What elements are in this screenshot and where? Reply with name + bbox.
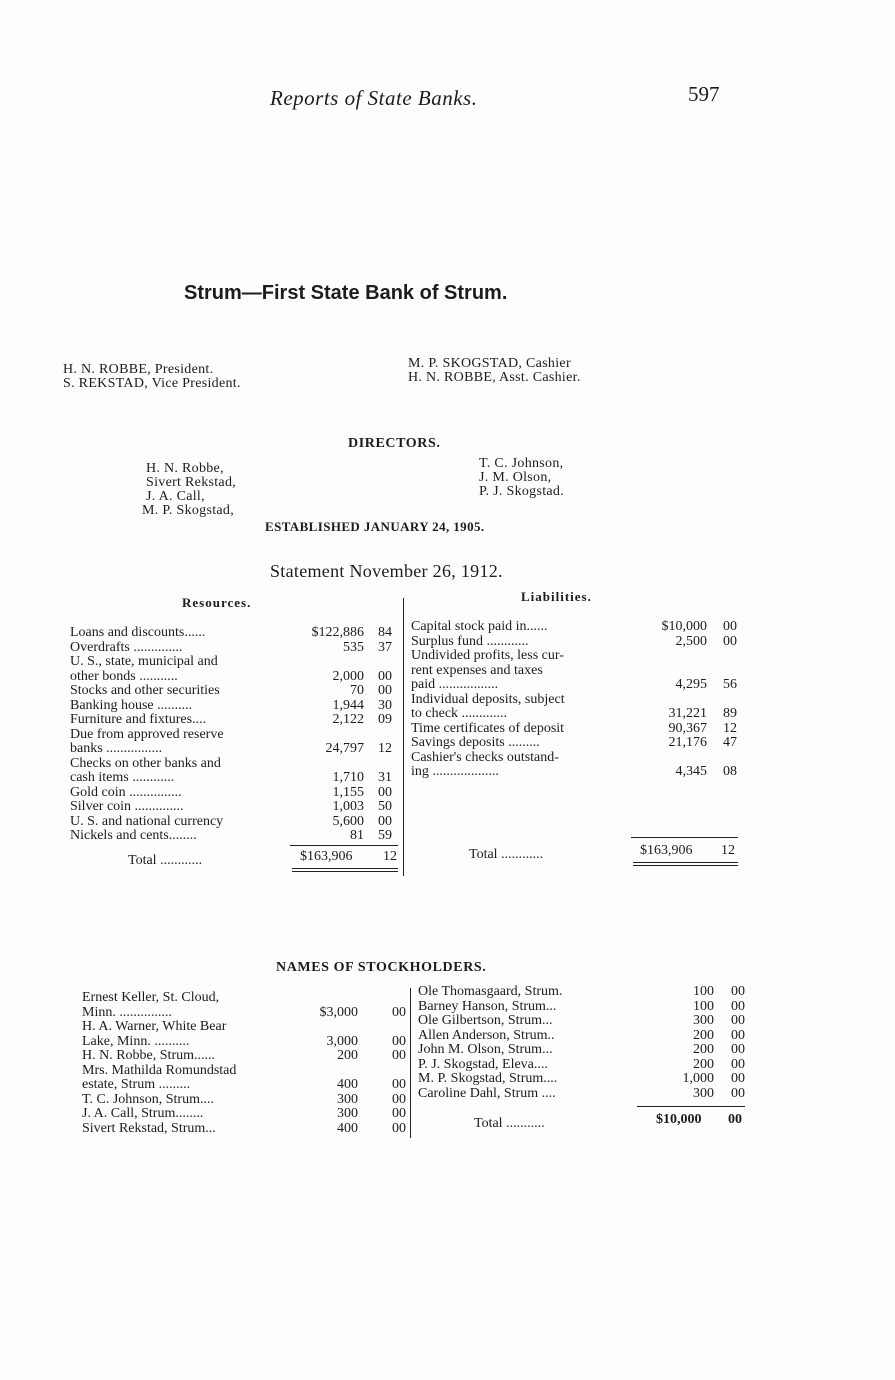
row-dollars: 300	[693, 1085, 714, 1101]
row-label: to check .............	[411, 706, 508, 721]
resources-total-label: Total ............	[128, 853, 203, 868]
row-cents: 56	[723, 677, 737, 692]
row-label: Loans and discounts......	[70, 625, 206, 640]
director-name: M. P. Skogstad,	[142, 503, 235, 518]
row-cents: 30	[378, 697, 392, 713]
row-label: Ole Gilbertson, Strum...	[418, 1013, 553, 1028]
director-name: P. J. Skogstad.	[479, 484, 565, 499]
row-label: Capital stock paid in......	[411, 619, 548, 634]
row-cents: 00	[731, 1027, 745, 1043]
row-label: Time certificates of deposit	[411, 720, 565, 736]
row-cents: 00	[731, 1042, 745, 1057]
row-label: M. P. Skogstad, Strum....	[418, 1071, 558, 1086]
table-row	[82, 1006, 408, 1021]
row-cents: 00	[392, 1048, 406, 1063]
row-dollars: 81	[350, 828, 364, 843]
row-cents: 00	[731, 1071, 745, 1086]
row-label: H. A. Warner, White Bear	[82, 1019, 227, 1034]
table-row	[411, 736, 741, 751]
officer-asst-cashier: H. N. ROBBE, Asst. Cashier.	[408, 370, 581, 385]
page-number: 597	[688, 82, 720, 106]
row-label: Minn. ...............	[82, 1004, 172, 1020]
row-cents: 37	[378, 639, 392, 655]
table-row	[418, 1014, 748, 1029]
row-cents: 59	[378, 828, 392, 843]
liabilities-table	[411, 620, 741, 780]
officers-left	[63, 363, 241, 391]
table-row	[82, 1122, 408, 1137]
row-dollars: 21,176	[668, 735, 707, 750]
row-dollars: 300	[693, 1013, 714, 1028]
row-dollars: 1,000	[682, 1071, 714, 1086]
row-label: U. S., state, municipal and	[70, 654, 218, 669]
row-dollars: 200	[693, 1042, 714, 1057]
table-row	[70, 771, 400, 786]
row-label: J. A. Call, Strum........	[82, 1106, 204, 1121]
row-label: U. S. and national currency	[70, 813, 224, 829]
row-dollars: 300	[337, 1106, 358, 1121]
director-name: Sivert Rekstad,	[146, 475, 237, 490]
row-dollars: 24,797	[325, 741, 364, 756]
row-dollars: 200	[337, 1048, 358, 1063]
row-label: ing ...................	[411, 764, 499, 779]
table-row	[82, 1107, 408, 1122]
table-row	[82, 1078, 408, 1093]
table-row	[411, 707, 741, 722]
row-cents: 08	[723, 764, 737, 779]
row-cents: 00	[378, 813, 392, 829]
row-label: rent expenses and taxes	[411, 662, 543, 678]
table-row	[70, 670, 400, 685]
director-name: H. N. Robbe,	[146, 461, 224, 476]
row-label: Stocks and other securities	[70, 683, 220, 698]
directors-right	[479, 457, 564, 499]
resources-double-rule	[292, 868, 398, 872]
table-row	[418, 1029, 748, 1044]
row-label: Gold coin ...............	[70, 784, 182, 800]
table-row	[411, 664, 741, 679]
liabilities-double-rule	[633, 862, 738, 866]
row-dollars: 1,155	[332, 784, 364, 800]
row-cents: 00	[378, 784, 392, 800]
row-cents: 47	[723, 735, 737, 750]
resources-total-rule	[290, 845, 398, 846]
row-cents: 00	[378, 683, 392, 698]
table-row	[418, 985, 748, 1000]
row-cents: 00	[378, 668, 392, 684]
row-dollars: 100	[693, 984, 714, 999]
row-cents: 00	[392, 1106, 406, 1121]
row-dollars: 3,000	[326, 1033, 358, 1049]
row-cents: 31	[378, 770, 392, 785]
table-row	[411, 751, 741, 766]
row-label: other bonds ...........	[70, 668, 178, 684]
row-label: Allen Anderson, Strum..	[418, 1027, 555, 1043]
officer-vice-president: S. REKSTAD, Vice President.	[63, 376, 241, 391]
row-label: paid .................	[411, 677, 499, 692]
table-row	[70, 815, 400, 830]
row-cents: 00	[723, 633, 737, 649]
column-divider	[403, 598, 404, 876]
row-label: Banking house ..........	[70, 697, 193, 713]
table-row	[70, 655, 400, 670]
row-label: Mrs. Mathilda Romundstad	[82, 1062, 237, 1078]
running-title: Reports of State Banks.	[270, 86, 478, 110]
statement-date: Statement November 26, 1912.	[270, 561, 503, 581]
row-dollars: 1,710	[332, 770, 364, 785]
row-label: Due from approved reserve	[70, 726, 224, 742]
row-label: banks ................	[70, 741, 163, 756]
row-cents: 00	[731, 984, 745, 999]
table-row	[70, 742, 400, 757]
row-label: Checks on other banks and	[70, 755, 221, 771]
table-row	[411, 765, 741, 780]
row-dollars: 100	[693, 998, 714, 1014]
row-dollars: 400	[337, 1120, 358, 1136]
resources-total-cents: 12	[383, 849, 397, 864]
row-cents: 00	[731, 998, 745, 1014]
table-row	[418, 1087, 748, 1102]
row-label: Ole Thomasgaard, Strum.	[418, 984, 563, 999]
row-cents: 00	[731, 1013, 745, 1028]
row-cents: 00	[392, 1120, 406, 1136]
table-row	[411, 649, 741, 664]
row-cents: 00	[392, 1033, 406, 1049]
row-label: Cashier's checks outstand-	[411, 749, 559, 765]
liabilities-heading: Liabilities.	[521, 589, 592, 604]
table-row	[70, 786, 400, 801]
row-label: Individual deposits, subject	[411, 691, 565, 707]
table-row	[70, 699, 400, 714]
table-row	[411, 693, 741, 708]
row-label: Barney Hanson, Strum...	[418, 998, 557, 1014]
table-row	[411, 620, 741, 635]
table-row	[411, 722, 741, 737]
officer-cashier: M. P. SKOGSTAD, Cashier	[408, 356, 571, 371]
row-label: P. J. Skogstad, Eleva....	[418, 1056, 548, 1072]
row-dollars: 2,000	[332, 668, 364, 684]
table-row	[82, 1035, 408, 1050]
row-dollars: 400	[337, 1077, 358, 1092]
row-label: cash items ............	[70, 770, 175, 785]
row-cents: 00	[392, 1004, 406, 1020]
stockholders-total-cents: 00	[728, 1112, 742, 1127]
row-dollars: 4,295	[675, 677, 707, 692]
row-label: Caroline Dahl, Strum ....	[418, 1085, 556, 1101]
row-cents: 50	[378, 799, 392, 814]
table-row	[418, 1072, 748, 1087]
row-cents: 00	[392, 1077, 406, 1092]
row-dollars: 4,345	[675, 764, 707, 779]
row-dollars: 2,500	[675, 633, 707, 649]
table-row	[411, 678, 741, 693]
table-row	[70, 713, 400, 728]
row-label: Savings deposits .........	[411, 735, 540, 750]
row-dollars: 1,944	[332, 697, 364, 713]
row-cents: 00	[731, 1056, 745, 1072]
row-dollars: 5,600	[332, 813, 364, 829]
row-label: John M. Olson, Strum...	[418, 1042, 553, 1057]
row-cents: 09	[378, 712, 392, 727]
resources-total-dollars: $163,906	[300, 849, 353, 864]
row-cents: 89	[723, 706, 737, 721]
row-dollars: 90,367	[668, 720, 707, 736]
officer-president: H. N. ROBBE, President.	[63, 362, 214, 377]
liabilities-total-rule	[631, 837, 738, 838]
row-cents: 84	[378, 625, 392, 640]
row-label: Ernest Keller, St. Cloud,	[82, 990, 220, 1005]
directors-heading: DIRECTORS.	[348, 436, 441, 451]
table-row	[82, 1020, 408, 1035]
resources-heading: Resources.	[182, 595, 252, 610]
row-dollars: 300	[337, 1091, 358, 1107]
resources-table	[70, 626, 400, 844]
table-row	[70, 757, 400, 772]
director-name: J. A. Call,	[146, 489, 205, 504]
row-cents: 00	[392, 1091, 406, 1107]
stockholders-total-dollars: $10,000	[656, 1112, 702, 1127]
row-cents: 12	[723, 720, 737, 736]
table-row	[70, 728, 400, 743]
row-label: Nickels and cents........	[70, 828, 197, 843]
row-label: estate, Strum .........	[82, 1077, 191, 1092]
row-dollars: 70	[350, 683, 364, 698]
bank-title: Strum—First State Bank of Strum.	[184, 282, 508, 304]
table-row	[70, 800, 400, 815]
director-name: J. M. Olson,	[479, 470, 552, 485]
row-label: Lake, Minn. ..........	[82, 1033, 190, 1049]
row-dollars: 200	[693, 1027, 714, 1043]
row-dollars: 31,221	[668, 706, 707, 721]
row-dollars: $122,886	[311, 625, 364, 640]
table-row	[70, 641, 400, 656]
row-label: Furniture and fixtures....	[70, 712, 207, 727]
row-label: Overdrafts ..............	[70, 639, 183, 655]
officers-right	[408, 357, 581, 385]
table-row	[70, 829, 400, 844]
row-dollars: 1,003	[332, 799, 364, 814]
row-cents: 00	[723, 619, 737, 634]
established-line: ESTABLISHED JANUARY 24, 1905.	[265, 519, 485, 534]
table-row	[82, 1064, 408, 1079]
director-name: T. C. Johnson,	[479, 456, 564, 471]
row-dollars: 200	[693, 1056, 714, 1072]
table-row	[70, 684, 400, 699]
row-cents: 00	[731, 1085, 745, 1101]
liabilities-total-cents: 12	[721, 843, 735, 858]
stockholders-total-rule	[637, 1106, 745, 1107]
stockholders-total-label: Total ...........	[474, 1116, 545, 1131]
row-label: H. N. Robbe, Strum......	[82, 1048, 215, 1063]
row-dollars: 535	[343, 639, 364, 655]
row-label: T. C. Johnson, Strum....	[82, 1091, 214, 1107]
row-dollars: 2,122	[332, 712, 364, 727]
stockholders-left-table	[82, 991, 408, 1136]
row-cents: 12	[378, 741, 392, 756]
row-label: Surplus fund ............	[411, 633, 529, 649]
table-row	[418, 1000, 748, 1015]
row-label: Silver coin ..............	[70, 799, 184, 814]
directors-left	[142, 461, 237, 518]
table-row	[70, 626, 400, 641]
row-label: Undivided profits, less cur-	[411, 648, 564, 663]
row-dollars: $3,000	[319, 1004, 358, 1020]
row-dollars: $10,000	[661, 619, 707, 634]
table-row	[411, 635, 741, 650]
stockholders-heading: NAMES OF STOCKHOLDERS.	[276, 960, 487, 975]
liabilities-total-label: Total ............	[469, 847, 544, 862]
row-label: Sivert Rekstad, Strum...	[82, 1120, 216, 1136]
table-row	[82, 991, 408, 1006]
table-row	[82, 1093, 408, 1108]
liabilities-total-dollars: $163,906	[640, 843, 693, 858]
stockholders-right-table	[418, 985, 748, 1101]
table-row	[82, 1049, 408, 1064]
stockholders-divider	[410, 988, 411, 1138]
table-row	[418, 1043, 748, 1058]
table-row	[418, 1058, 748, 1073]
